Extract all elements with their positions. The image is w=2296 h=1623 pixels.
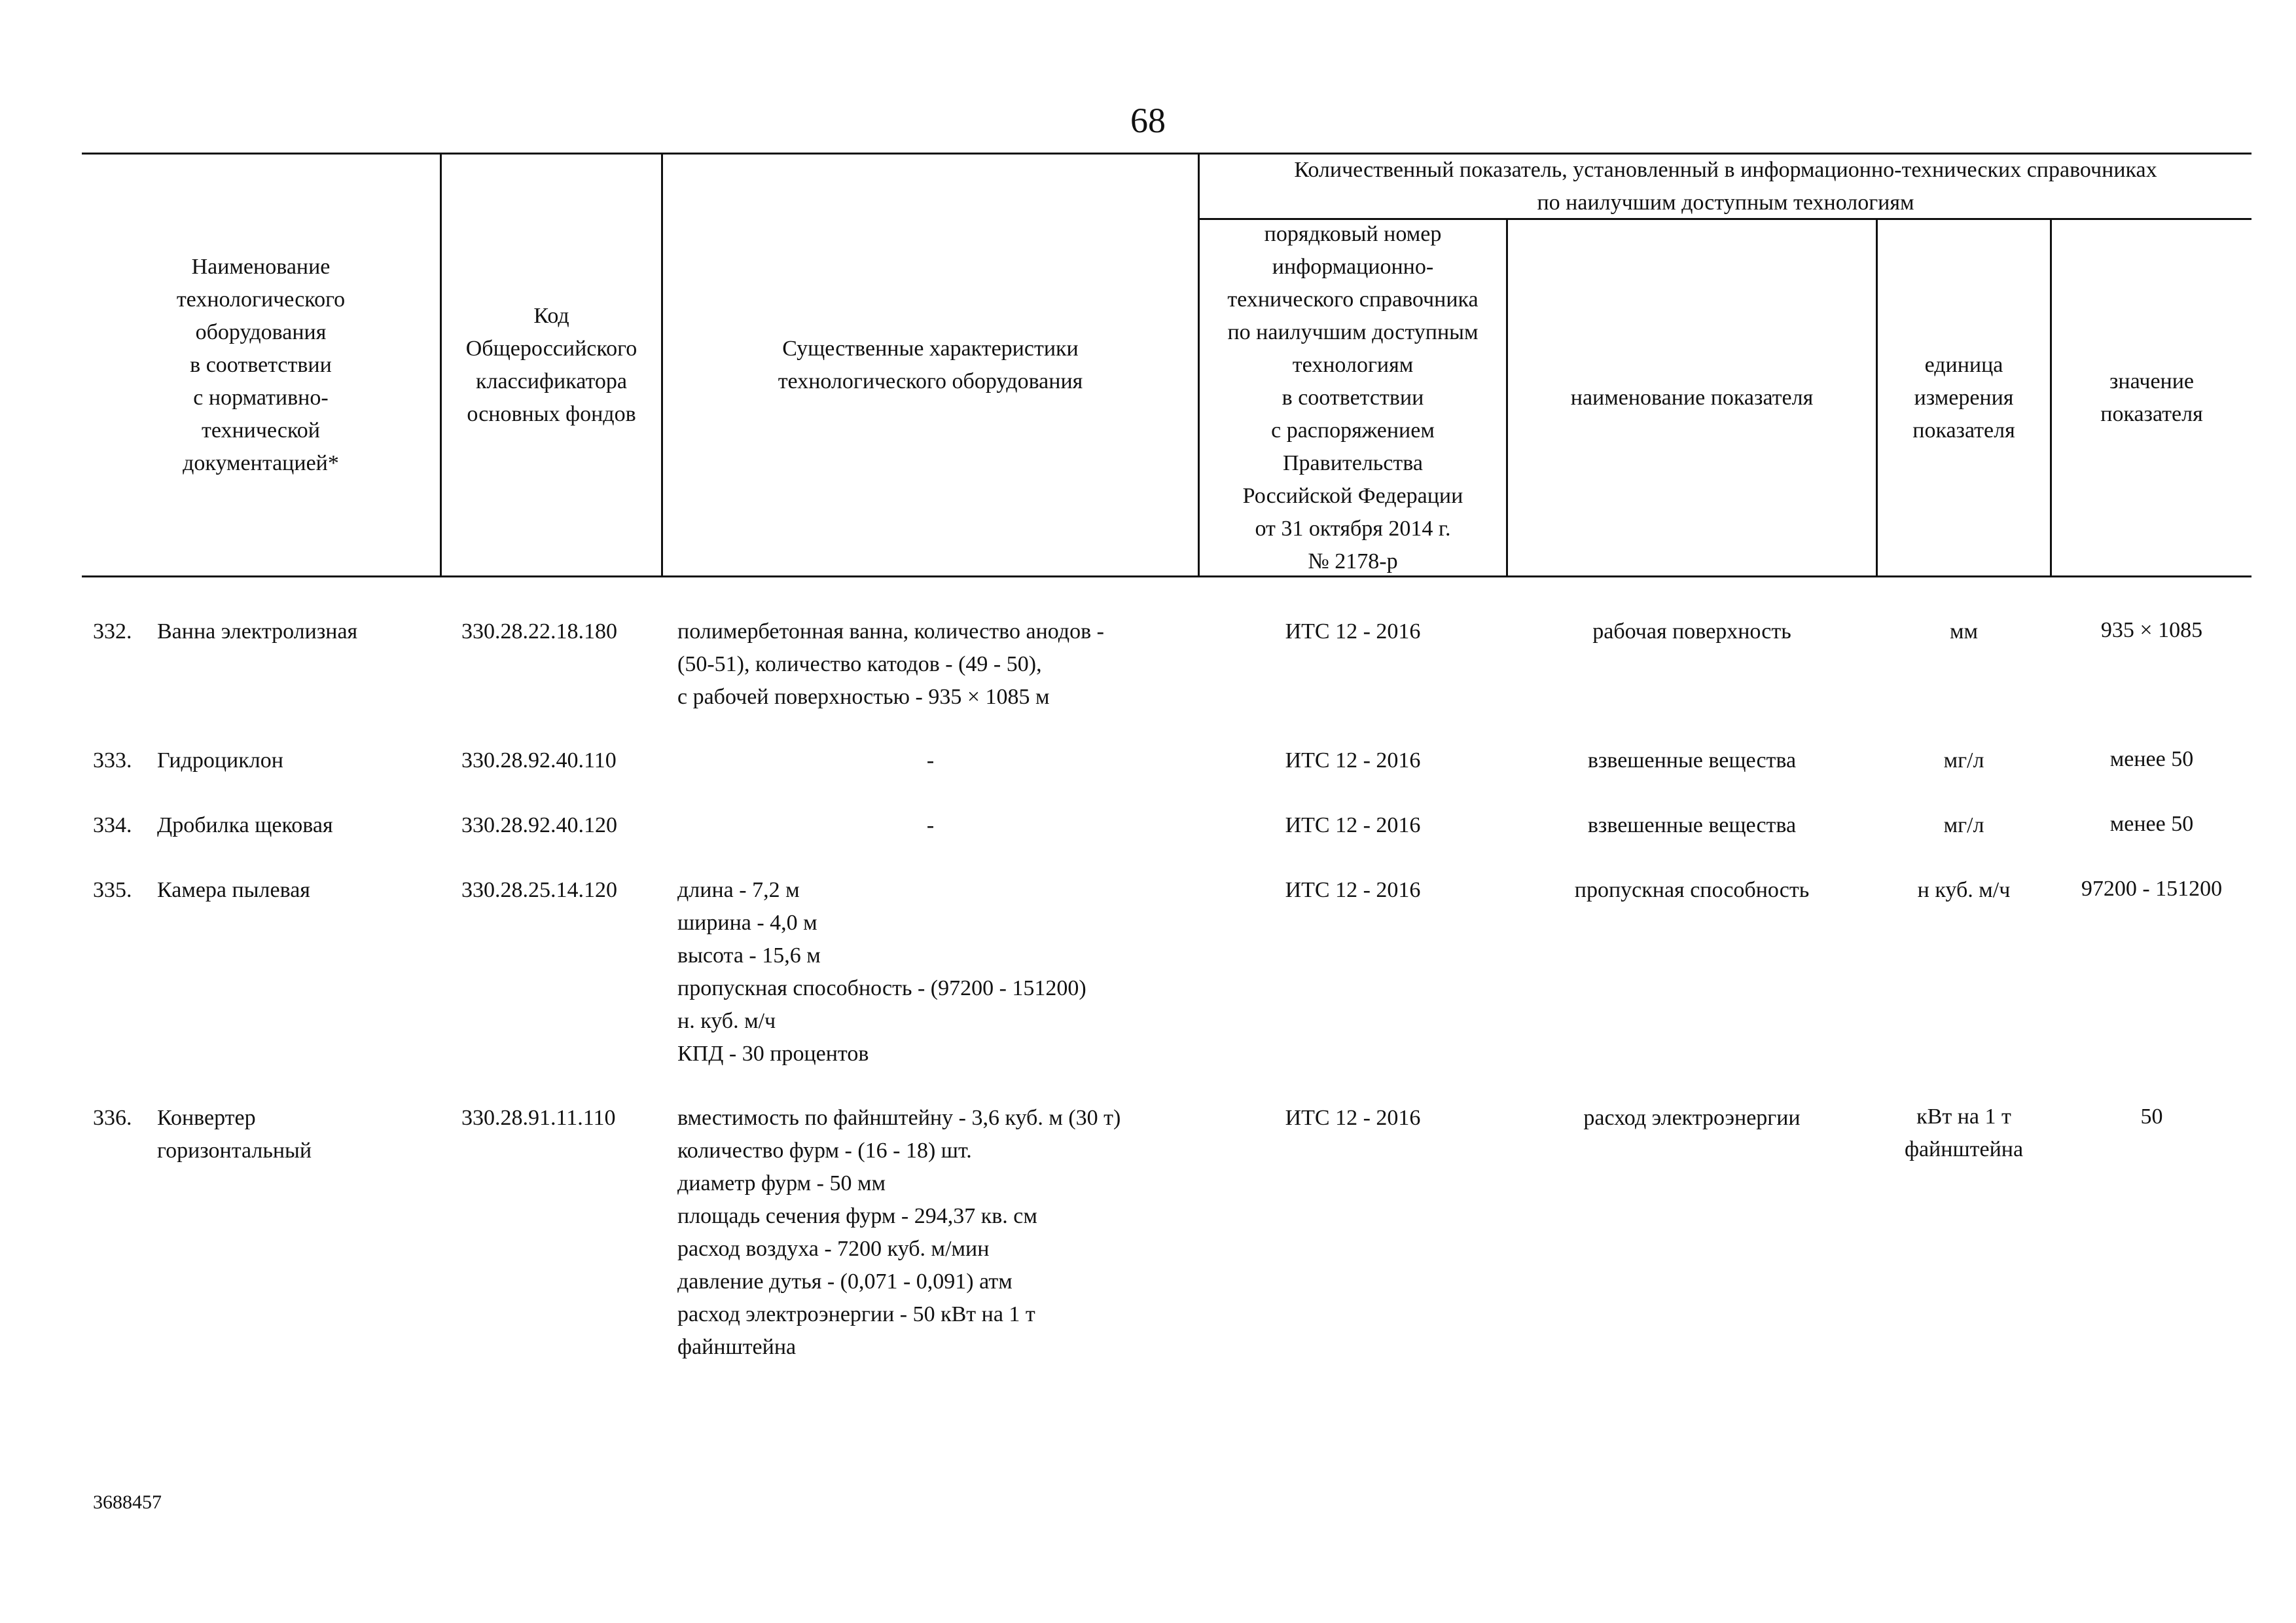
characteristics: полимербетонная ванна, количество анодов - (50-51), количество катодов - (49 - 50), с рабочей поверхностью - 935 × 1085 м (677, 619, 1104, 709)
equipment-name: Гидроциклон (157, 748, 283, 773)
row-number: 336. (93, 1106, 132, 1130)
classifier-code: 330.28.91.11.110 (461, 1106, 616, 1130)
header-indicator-group: Количественный показатель, установленный в информационно-технических справочниках по наилучшим доступным технологиям (1294, 157, 2157, 215)
header-unit: единица измерения показателя (1912, 352, 2015, 443)
indicator-name: взвешенные вещества (1587, 748, 1797, 773)
header-classifier-code: Код Общероссийского классификатора основных фондов (465, 303, 637, 426)
its-reference: ИТС 12 - 2016 (1285, 1106, 1421, 1130)
equipment-name: Конвертер горизонтальный (157, 1106, 312, 1163)
page-number: 68 (1130, 101, 1166, 140)
document-id: 3688457 (93, 1491, 162, 1513)
header-its-number: порядковый номер информационно- технического справочника по наилучшим доступным технологиям в соответствии с распоряжением Правительства Российской Федерации от 31 октября 2014 г. № 2178-р (1227, 221, 1479, 574)
equipment-name: Дробилка щековая (157, 813, 333, 837)
characteristics: - (926, 748, 935, 773)
classifier-code: 330.28.25.14.120 (461, 878, 617, 902)
indicator-unit: мг/л (1943, 748, 1984, 773)
header-value: значение показателя (2100, 369, 2203, 426)
its-reference: ИТС 12 - 2016 (1285, 813, 1421, 837)
indicator-value: 97200 - 151200 (2081, 877, 2223, 901)
row-number: 332. (93, 619, 132, 644)
its-reference: ИТС 12 - 2016 (1285, 878, 1421, 902)
equipment-name: Камера пылевая (157, 878, 310, 902)
classifier-code: 330.28.22.18.180 (461, 619, 617, 644)
indicator-name: расход электроэнергии (1583, 1106, 1801, 1130)
its-reference: ИТС 12 - 2016 (1285, 748, 1421, 773)
header-bottom-rule (82, 575, 2251, 577)
classifier-code: 330.28.92.40.120 (461, 813, 617, 837)
characteristics: длина - 7,2 м ширина - 4,0 м высота - 15,6 м пропускная способность - (97200 - 151200) н. куб. м/ч КПД - 30 процентов (677, 878, 1086, 1066)
characteristics: - (926, 813, 935, 837)
its-reference: ИТС 12 - 2016 (1285, 619, 1421, 644)
indicator-name: пропускная способность (1574, 878, 1810, 902)
indicator-unit: н куб. м/ч (1917, 878, 2011, 902)
indicator-value: менее 50 (2109, 812, 2194, 836)
classifier-code: 330.28.92.40.110 (461, 748, 617, 773)
indicator-value: 935 × 1085 (2100, 618, 2203, 642)
header-indicator-name: наименование показателя (1570, 385, 1814, 410)
indicator-name: рабочая поверхность (1592, 619, 1791, 644)
row-number: 335. (93, 878, 132, 902)
header-characteristics: Существенные характеристики технологического оборудования (778, 336, 1083, 393)
header-equipment-name: Наименование технологического оборудования в соответствии с нормативно- технической документацией* (176, 254, 346, 475)
equipment-name: Ванна электролизная (157, 619, 358, 644)
indicator-name: взвешенные вещества (1587, 813, 1797, 837)
row-number: 333. (93, 748, 132, 773)
indicator-unit: кВт на 1 т файнштейна (1904, 1104, 2024, 1161)
indicator-unit: мг/л (1943, 813, 1984, 837)
indicator-value: менее 50 (2109, 747, 2194, 771)
indicator-unit: мм (1949, 619, 1979, 644)
indicator-value: 50 (2140, 1104, 2163, 1129)
row-number: 334. (93, 813, 132, 837)
characteristics: вместимость по файнштейну - 3,6 куб. м (30 т) количество фурм - (16 - 18) шт. диаметр фурм - 50 мм площадь сечения фурм - 294,37 кв. см расход воздуха - 7200 куб. м/мин давление дутья - (0,071 - 0,091) атм расход электроэнергии - 50 кВт на 1 т файнштейна (677, 1106, 1121, 1359)
